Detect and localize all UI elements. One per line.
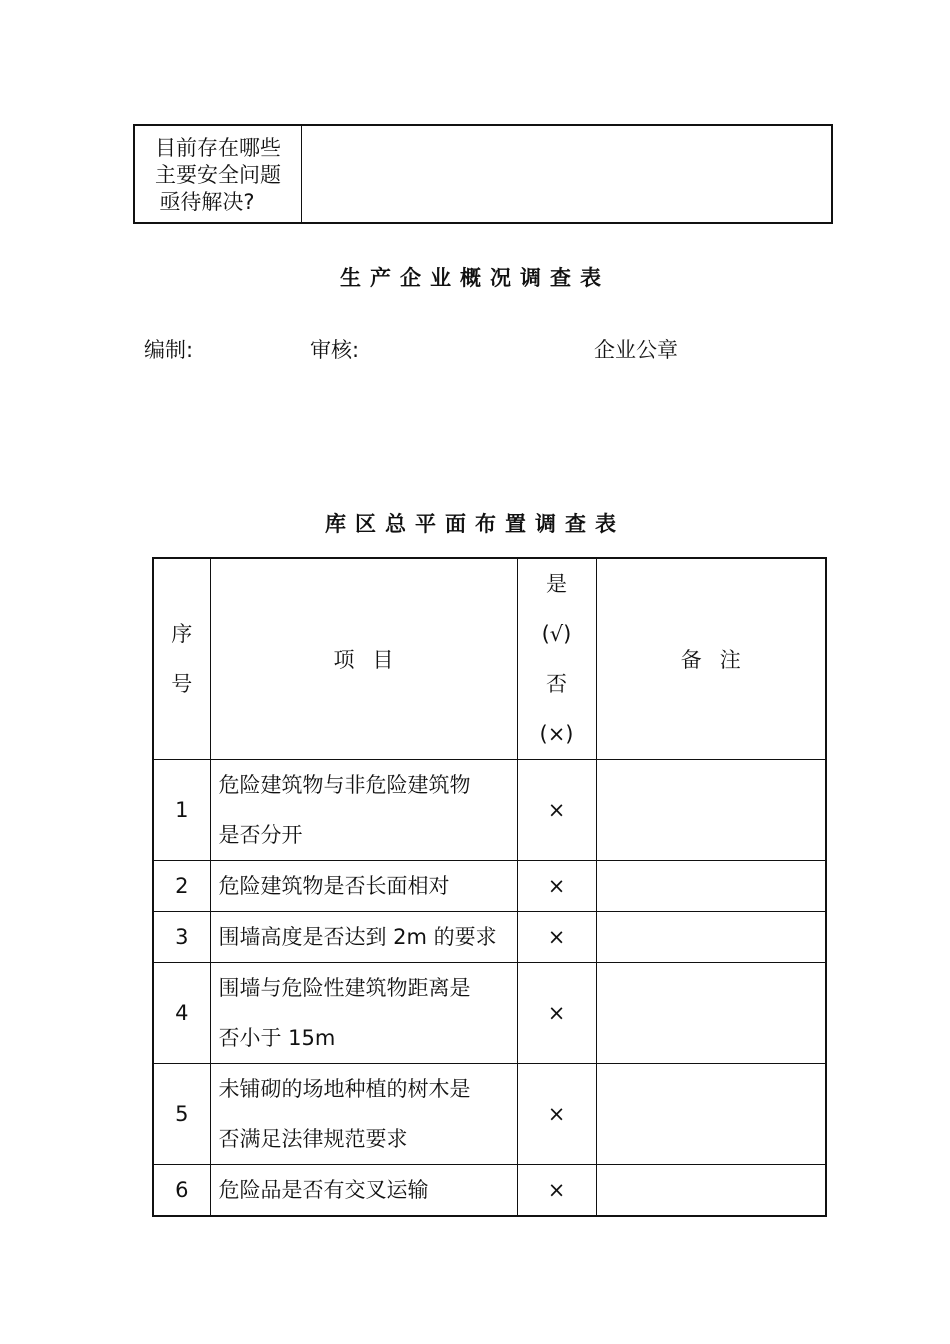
- table-header-row: [153, 558, 826, 760]
- reviewer-label: 审核:: [310, 338, 360, 362]
- compiler-label: 编制:: [144, 338, 194, 362]
- layout-survey-table: [152, 557, 827, 1217]
- table-row: [153, 861, 826, 912]
- row-seq: 4: [153, 963, 210, 1064]
- row-seq: 5: [153, 1064, 210, 1165]
- row-remark[interactable]: [596, 1064, 826, 1165]
- header-seq: 序 号: [153, 558, 210, 760]
- table-row: [153, 912, 826, 963]
- question-answer-cell[interactable]: [302, 126, 831, 222]
- layout-survey-title: 库区总平面布置调查表: [325, 512, 625, 536]
- row-seq: 1: [153, 760, 210, 861]
- table-row: [153, 1064, 826, 1165]
- row-remark[interactable]: [596, 912, 826, 963]
- header-yes-no: 是 (√) 否 (×): [517, 558, 596, 760]
- row-mark: ×: [517, 861, 596, 912]
- row-seq: 6: [153, 1165, 210, 1217]
- question-table: [133, 124, 833, 224]
- table-row: [153, 1165, 826, 1217]
- row-remark[interactable]: [596, 861, 826, 912]
- question-line: 目前存在哪些: [155, 135, 281, 160]
- row-remark[interactable]: [596, 760, 826, 861]
- question-label: [135, 126, 302, 222]
- header-remark: 备注: [596, 558, 826, 760]
- survey-title: 生产企业概况调查表: [340, 266, 610, 290]
- row-item: 围墙与危险性建筑物距离是 否小于 15m: [210, 963, 517, 1064]
- row-mark: ×: [517, 1064, 596, 1165]
- row-mark: ×: [517, 912, 596, 963]
- table-row: [153, 963, 826, 1064]
- row-seq: 2: [153, 861, 210, 912]
- row-mark: ×: [517, 963, 596, 1064]
- row-seq: 3: [153, 912, 210, 963]
- table-row: [153, 760, 826, 861]
- row-item: 围墙高度是否达到 2m 的要求: [210, 912, 517, 963]
- header-item: 项目: [210, 558, 517, 760]
- row-item: 危险品是否有交叉运输: [210, 1165, 517, 1217]
- row-remark[interactable]: [596, 1165, 826, 1217]
- question-line: 亟待解决?: [159, 189, 255, 214]
- row-item: 未铺砌的场地种植的树木是 否满足法律规范要求: [210, 1064, 517, 1165]
- row-item: 危险建筑物与非危险建筑物 是否分开: [210, 760, 517, 861]
- company-seal-label: 企业公章: [594, 338, 678, 362]
- row-mark: ×: [517, 1165, 596, 1217]
- row-remark[interactable]: [596, 963, 826, 1064]
- question-line: 主要安全问题: [155, 162, 281, 187]
- row-mark: ×: [517, 760, 596, 861]
- row-item: 危险建筑物是否长面相对: [210, 861, 517, 912]
